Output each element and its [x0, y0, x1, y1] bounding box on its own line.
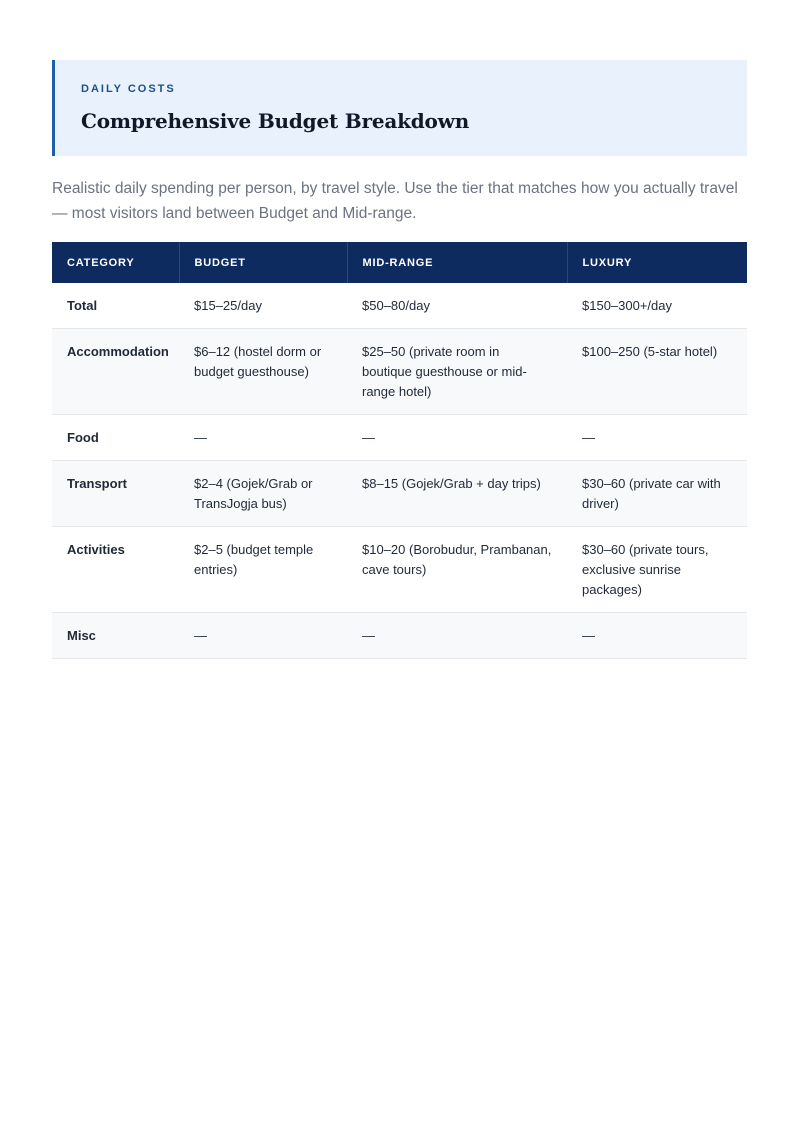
table-row: [52, 461, 747, 527]
table-body: [52, 283, 747, 659]
table-row: [52, 613, 747, 659]
mid-range-cell: —: [347, 613, 567, 659]
budget-cell: $15–25/day: [179, 283, 347, 329]
table-header-row: [52, 242, 747, 283]
budget-table: [52, 242, 747, 659]
column-header-mid-range: MID-RANGE: [347, 242, 567, 283]
mid-range-cell: —: [347, 415, 567, 461]
table-row: [52, 283, 747, 329]
luxury-cell: $30–60 (private tours, exclusive sunrise packages): [567, 527, 747, 613]
row-category-cell: Accommodation: [52, 329, 179, 415]
row-category-cell: Food: [52, 415, 179, 461]
table-row: [52, 415, 747, 461]
column-header-category: CATEGORY: [67, 256, 135, 269]
mid-range-cell: $25–50 (private room in boutique guesthouse or mid-range hotel): [347, 329, 567, 415]
row-category-cell: Transport: [52, 461, 179, 527]
budget-cell: $6–12 (hostel dorm or budget guesthouse): [179, 329, 347, 415]
section-title: Comprehensive Budget Breakdown: [81, 109, 470, 133]
budget-cell: $2–5 (budget temple entries): [179, 527, 347, 613]
luxury-cell: —: [567, 415, 747, 461]
row-category-cell: Activities: [52, 527, 179, 613]
mid-range-cell: $10–20 (Borobudur, Prambanan, cave tours): [347, 527, 567, 613]
section-eyebrow: DAILY COSTS: [81, 83, 176, 95]
luxury-cell: $150–300+/day: [567, 283, 747, 329]
column-header-luxury: LUXURY: [567, 242, 747, 283]
column-header-budget: BUDGET: [179, 242, 347, 283]
budget-cell: —: [179, 613, 347, 659]
mid-range-cell: $8–15 (Gojek/Grab + day trips): [347, 461, 567, 527]
budget-cell: —: [179, 415, 347, 461]
table-row: [52, 329, 747, 415]
budget-cell: $2–4 (Gojek/Grab or TransJogja bus): [179, 461, 347, 527]
luxury-cell: $30–60 (private car with driver): [567, 461, 747, 527]
section-callout: [52, 60, 747, 156]
page-content: [52, 60, 747, 659]
intro-paragraph: Realistic daily spending per person, by travel style. Use the tier that matches how you actually travel — most visitors land between Budget and Mid-range.: [52, 180, 738, 222]
row-category-cell: Total: [52, 283, 179, 329]
luxury-cell: —: [567, 613, 747, 659]
table-header: [52, 242, 747, 283]
luxury-cell: $100–250 (5-star hotel): [567, 329, 747, 415]
row-category-cell: Misc: [52, 613, 179, 659]
mid-range-cell: $50–80/day: [347, 283, 567, 329]
table-row: [52, 527, 747, 613]
